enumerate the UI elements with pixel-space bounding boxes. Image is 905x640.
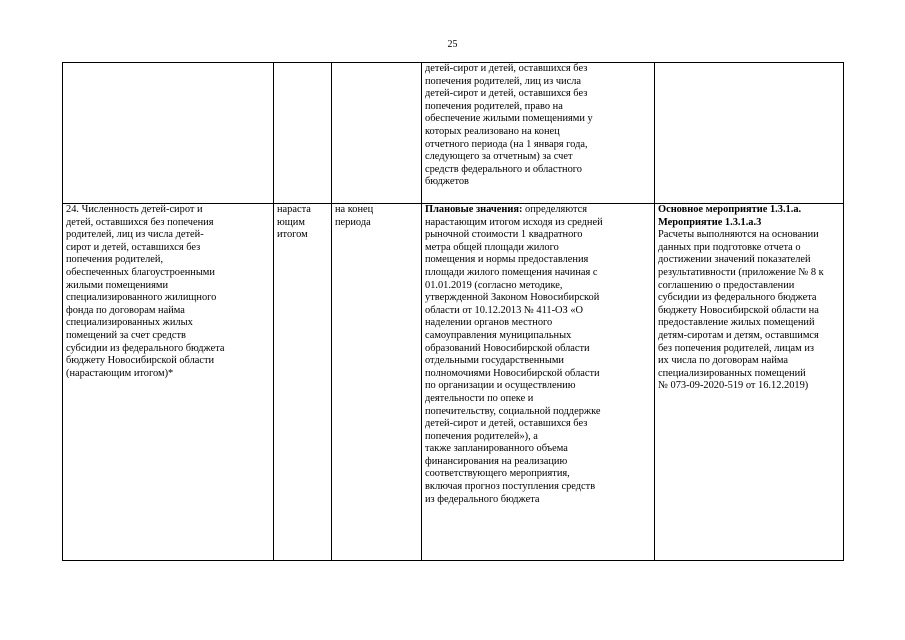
text-line: отчетного периода (на 1 января года, (425, 138, 588, 150)
text-line: сирот и детей, оставшихся без (66, 241, 201, 253)
text-line: детей, оставшихся без попечения (66, 216, 214, 228)
text-line: субсидии из федерального бюджета (658, 292, 817, 304)
text-line: отдельными государственными (425, 355, 564, 367)
text-line: (нарастающим итогом)* (66, 367, 174, 379)
planned-values-cell (422, 204, 655, 561)
text-line: включая прогноз поступления средств (425, 481, 596, 493)
text-line: Мероприятие 1.3.1.а.3 (658, 216, 762, 228)
text-line: на конец (335, 204, 374, 215)
text-line: бюджету Новосибирской области (66, 355, 215, 367)
text-line: финансирования на реализацию (425, 455, 568, 467)
text-line: соглашению о предоставлении (658, 279, 795, 291)
source-cell (655, 63, 844, 204)
calculation-method-cell (274, 63, 332, 204)
planned-values-heading: Плановые значения: (425, 204, 523, 215)
indicators-table (62, 62, 844, 561)
page-number: 25 (447, 39, 458, 50)
text-line: их числа по договорам найма (658, 355, 789, 367)
text-line: попечения родителей, (66, 254, 164, 266)
text-line: достижении значений показателей (658, 254, 811, 266)
text-line: специализированных помещений (658, 367, 806, 379)
text-line: специализированного жилищного (66, 292, 217, 304)
text-line: обеспечение жилыми помещениями у (425, 113, 593, 125)
text-line: по организации и осуществлению (425, 380, 576, 392)
text-line: специализированных жилых (66, 317, 193, 329)
text-line: обеспеченных благоустроенными (66, 266, 215, 278)
measure-heading (658, 204, 840, 229)
text-line: без попечения родителей, лицам из (658, 342, 814, 354)
planned-values-first-text: определяются (522, 204, 588, 215)
text-line: рыночной стоимости 1 квадратного (425, 229, 583, 241)
text-line: полномочиями Новосибирской области (425, 367, 600, 379)
planned-values-first-line (425, 204, 651, 217)
text-line: ющим (277, 216, 305, 228)
text-line: попечения родителей, право на (425, 100, 563, 112)
period-cell (332, 63, 422, 204)
text-line: средств федерального и областного (425, 163, 582, 175)
text-line: соответствующего мероприятия, (425, 468, 570, 480)
text-line: периода (335, 216, 371, 228)
period-cell (332, 204, 422, 561)
text-line: результативности (приложение № 8 к (658, 266, 824, 278)
text-line: субсидии из федерального бюджета (66, 342, 225, 354)
text-line: 01.01.2019 (согласно методике, (425, 279, 563, 291)
text-line: попечительству, социальной поддержке (425, 405, 601, 417)
text-line: деятельности по опеке и (425, 392, 534, 404)
text-line: образований Новосибирской области (425, 342, 590, 354)
text-line: также запланированного объема (425, 443, 568, 455)
source-text (658, 229, 840, 393)
text-line: детей-сирот и детей, оставшихся без (425, 88, 588, 100)
text-line: самоуправления муниципальных (425, 329, 572, 341)
text-line: области от 10.12.2013 № 411-ОЗ «О (425, 304, 584, 316)
table-row (63, 204, 844, 561)
text-line: бюджету Новосибирской области на (658, 304, 819, 316)
text-line: помещений за счет средств (66, 329, 186, 341)
text-line: фонда по договорам найма (66, 304, 185, 316)
text-line: нарастающим итогом исходя из средней (425, 216, 603, 228)
text-line: нараста (277, 204, 311, 215)
text-line: площади жилого помещения начиная с (425, 266, 598, 278)
planned-values-cell (422, 63, 655, 204)
text-line: помещения и нормы предоставления (425, 254, 589, 266)
indicator-name-cell (63, 63, 274, 204)
text-line: бюджетов (425, 176, 469, 188)
text-line: детей-сирот и детей, оставшихся без (425, 418, 588, 430)
text-line: родителей, лиц из числа детей- (66, 229, 204, 241)
text-line: из федерального бюджета (425, 493, 540, 505)
text-line: детей-сирот и детей, оставшихся без (425, 63, 588, 74)
indicator-name-cell (63, 204, 274, 561)
calculation-method-cell (274, 204, 332, 561)
text-line: которых реализовано на конец (425, 125, 560, 137)
text-line: 24. Численность детей-сирот и (66, 204, 203, 215)
text-line: итогом (277, 229, 308, 241)
text-line: попечения родителей»), а (425, 430, 538, 442)
text-line: наделении органов местного (425, 317, 553, 329)
text-line: попечения родителей, лиц из числа (425, 75, 582, 87)
text-line: Расчеты выполняются на основании (658, 229, 819, 241)
text-line: утвержденной Законом Новосибирской (425, 292, 600, 304)
text-line: метра общей площади жилого (425, 241, 559, 253)
source-cell (655, 204, 844, 561)
text-line: детям-сиротам и детям, оставшимся (658, 329, 819, 341)
text-line: следующего за отчетным) за счет (425, 151, 573, 163)
planned-values-text (425, 217, 651, 507)
table-row (63, 63, 844, 204)
text-line: жилыми помещениями (66, 279, 169, 291)
text-line: предоставление жилых помещений (658, 317, 815, 329)
text-line: № 073-09-2020-519 от 16.12.2019) (658, 380, 809, 392)
text-line: данных при подготовке отчета о (658, 241, 801, 253)
text-line: Основное мероприятие 1.3.1.а. (658, 204, 802, 215)
